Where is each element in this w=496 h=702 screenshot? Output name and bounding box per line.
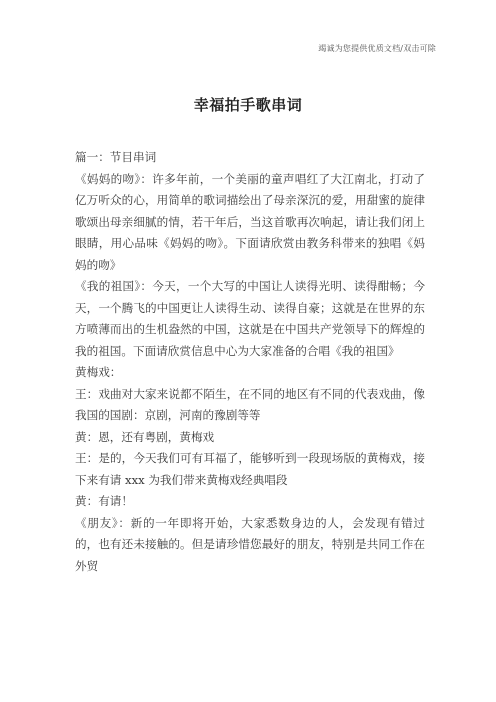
section-heading: 篇一：节目串词 <box>75 150 157 164</box>
dialogue-line: 黄：恩，还有粤剧，黄梅戏 <box>75 429 215 444</box>
dialogue-line: 王：是的，今天我们可有耳福了，能够听到一段现场版的黄梅戏，接下来有请 xxx 为我们带来黄梅戏经典唱段 <box>75 451 425 487</box>
dialogue-line: 黄：有请！ <box>75 494 133 508</box>
paragraph-wo-de-zuguo: 《我的祖国》：今天，一个大写的中国让人读得光明、读得酣畅；今天，一个腾飞的中国更让人读得生动、读得自豪；这就是在世界的东方喷薄而出的生机盎然的中国，这就是在中国共产党领导下的辉煌的我的祖国。下面请欣赏信息中心为大家准备的合唱《我的祖国》 <box>75 279 425 358</box>
dialogue-line: 王：戏曲对大家来说都不陌生，在不同的地区有不同的代表戏曲，像我国的国剧：京剧，河南的豫剧等等 <box>75 386 425 422</box>
paragraph-pengyou: 《朋友》：新的一年即将开始，大家悉数身边的人，会发现有错过的，也有还未接触的。但是请珍惜您最好的朋友，特别是共同工作在外贸 <box>75 515 425 573</box>
header-note: 竭诚为您提供优质文档/双击可除 <box>318 44 436 53</box>
paragraph-mama-de-wen: 《妈妈的吻》：许多年前，一个美丽的童声唱红了大江南北，打动了亿万听众的心，用简单的歌词描绘出了母亲深沉的爱，用甜蜜的旋律歌颂出母亲细腻的情，若干年后，当这首歌再次响起，请让我们闭上眼睛，用心品味《妈妈的吻》。下面请欣赏由教务科带来的独唱《妈妈的吻》 <box>75 171 425 272</box>
paragraph-huangmeixi-heading: 黄梅戏： <box>75 365 122 379</box>
document-body <box>75 147 425 577</box>
document-title: 幸福拍手歌串词 <box>193 96 303 114</box>
